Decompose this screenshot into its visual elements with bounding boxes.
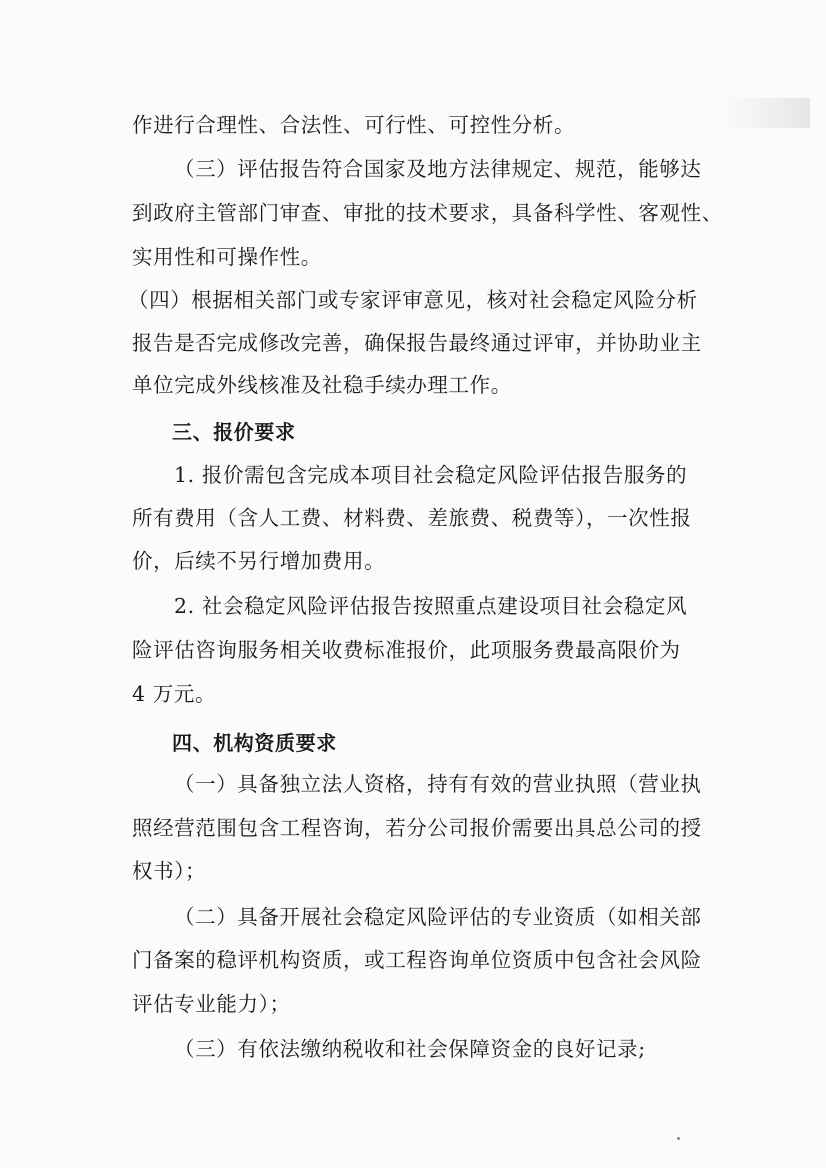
paragraph-line: 报告是否完成修改完善，确保报告最终通过评审，并协助业主: [132, 331, 702, 355]
paragraph-line: 险评估咨询服务相关收费标准报价，此项服务费最高限价为: [132, 638, 681, 662]
paragraph-line: 评估专业能力）；: [132, 992, 291, 1016]
paragraph-line: 到政府主管部门审查、审批的技术要求，具备科学性、客观性、: [132, 201, 723, 225]
paragraph-line: 作进行合理性、合法性、可行性、可控性分析。: [132, 113, 576, 137]
paragraph-line: 照经营范围包含工程咨询，若分公司报价需要出具总公司的授: [132, 816, 702, 840]
paragraph-line: （三）有依法缴纳税收和社会保障资金的良好记录;: [174, 1037, 646, 1061]
paragraph-line: 权书）；: [132, 859, 207, 883]
paragraph-line: 所有费用（含人工费、材料费、差旅费、税费等），一次性报: [132, 506, 692, 530]
scan-speck: [677, 1137, 680, 1140]
paragraph-line: （二）具备开展社会稳定风险评估的专业资质（如相关部: [174, 905, 702, 929]
scan-shadow: [720, 98, 810, 128]
paragraph-line: （四）根据相关部门或专家评审意见，核对社会稳定风险分析: [128, 288, 698, 312]
section-heading: 三、报价要求: [172, 420, 296, 444]
paragraph-line: 1. 报价需包含完成本项目社会稳定风险评估报告服务的: [174, 463, 688, 487]
section-heading: 四、机构资质要求: [172, 731, 337, 755]
paragraph-line: 实用性和可操作性。: [132, 245, 322, 269]
paragraph-line: 门备案的稳评机构资质，或工程咨询单位资质中包含社会风险: [132, 948, 702, 972]
paragraph-line: 价，后续不另行增加费用。: [132, 549, 386, 573]
paragraph-line: 2. 社会稳定风险评估报告按照重点建设项目社会稳定风: [174, 594, 688, 618]
paragraph-line: （一）具备独立法人资格，持有有效的营业执照（营业执: [174, 772, 702, 796]
paragraph-line: （三）评估报告符合国家及地方法律规定、规范，能够达: [174, 157, 702, 181]
paragraph-line: 4 万元。: [132, 682, 217, 706]
paragraph-line: 单位完成外线核准及社稳手续办理工作。: [132, 373, 512, 397]
